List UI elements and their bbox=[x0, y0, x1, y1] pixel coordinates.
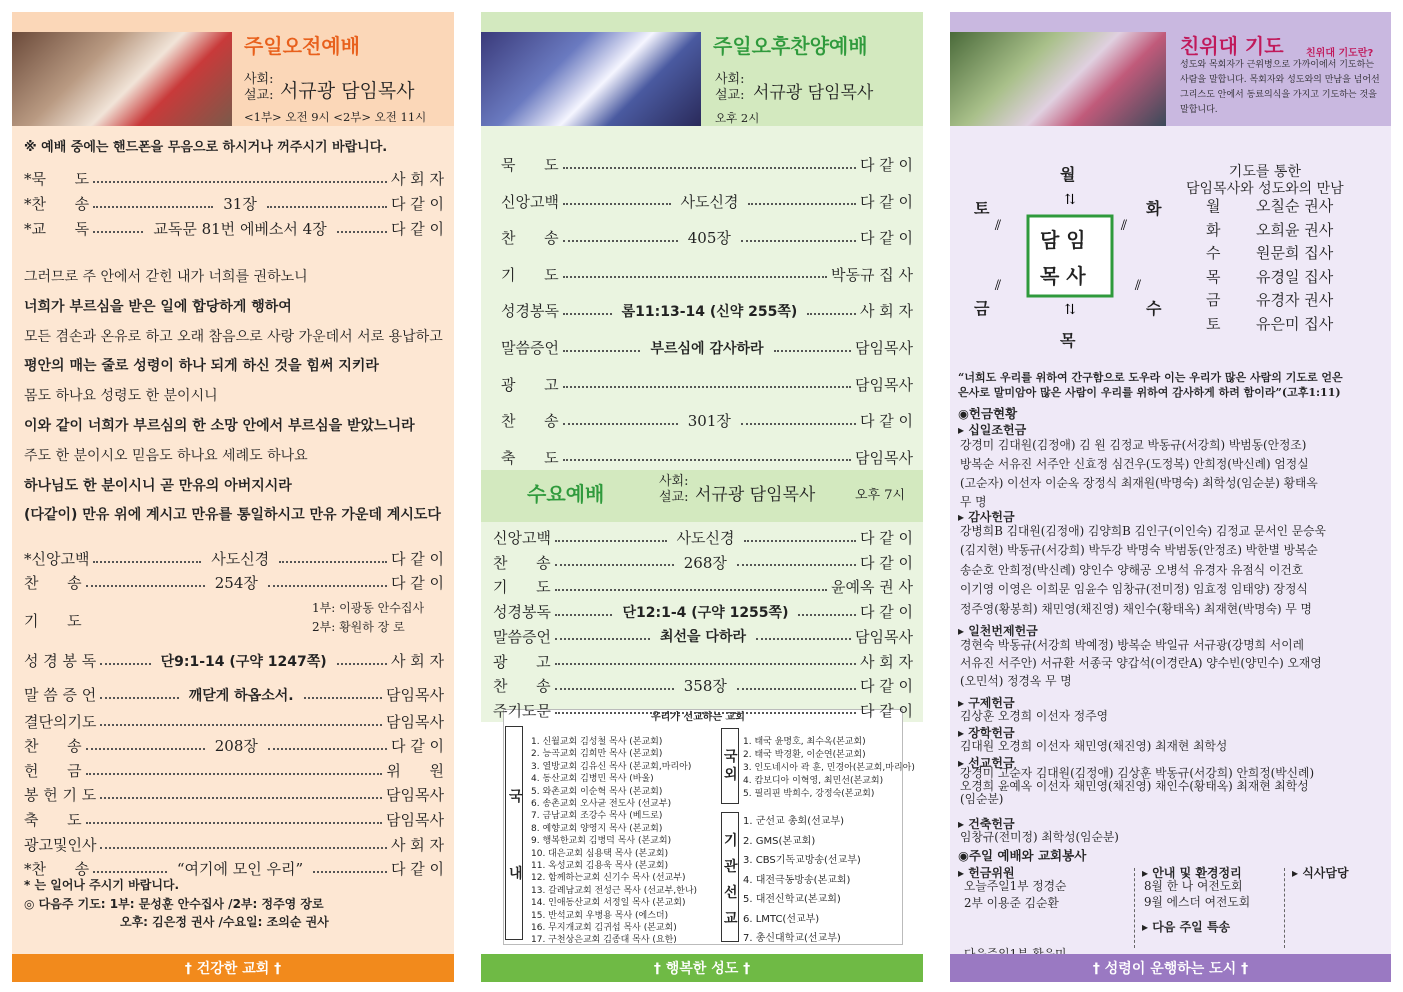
thanks-heading: ▸ 감사헌금 bbox=[958, 510, 1015, 524]
arrow-thu: ⇅ bbox=[1064, 302, 1076, 318]
order-detail: 301장 bbox=[687, 412, 731, 431]
order-label: 성경봉독 bbox=[501, 302, 559, 321]
stand-note: * 는 일어나 주시기 바랍니다. bbox=[24, 878, 180, 892]
order-leader: 다 같 이 bbox=[860, 192, 914, 211]
domestic-church: 6. 송촌교회 오사균 전도사 (선교부) bbox=[531, 799, 672, 809]
leader-dots bbox=[86, 585, 205, 587]
order-item bbox=[24, 858, 444, 879]
order-item bbox=[501, 227, 913, 248]
prayer-photo bbox=[950, 32, 1166, 126]
leader-dots bbox=[267, 206, 387, 208]
order-item bbox=[24, 218, 444, 239]
roster-day: 월 bbox=[1206, 197, 1221, 215]
order-label: 광 고 bbox=[493, 652, 551, 671]
order-detail: 단9:1-14 (구약 1247쪽) bbox=[160, 653, 327, 670]
ilcheon-heading: ▸ 일천번제헌금 bbox=[958, 624, 1038, 638]
domestic-church: 10. 대은교회 심용택 목사 (본교회) bbox=[531, 848, 669, 859]
day-wed: 수 bbox=[1146, 299, 1162, 318]
arrow-mon: ⇅ bbox=[1064, 192, 1076, 208]
service-time: 오후 2시 bbox=[715, 111, 760, 125]
leader-dots bbox=[744, 540, 856, 542]
order-leader: 다 같 이 bbox=[860, 412, 914, 431]
order-item bbox=[493, 700, 913, 721]
institution-mission: 5. 대전신학교(본교회) bbox=[743, 894, 841, 905]
phone-notice: ※ 예배 중에는 핸드폰을 무음으로 하시거나 꺼주시기 바랍니다. bbox=[24, 140, 388, 155]
next-prayer-line2: 오후: 김은정 권사 /수요일: 조의순 권사 bbox=[120, 915, 329, 929]
order-leader: 박동규 집 사 bbox=[831, 265, 913, 284]
roster-name: 유경일 집사 bbox=[1256, 267, 1334, 286]
service-times: <1부> 오전 9시 <2부> 오전 11시 bbox=[244, 110, 427, 124]
roster-day: 화 bbox=[1206, 220, 1221, 239]
order-label: *신앙고백 bbox=[24, 550, 90, 568]
domestic-church: 17. 구천상은교회 김종대 목사 (요한) bbox=[531, 935, 677, 946]
foreign-mission: 3. 인도네시아 곽 훈, 민경아(본교회,마리아) bbox=[743, 763, 915, 773]
order-leader: 위 원 bbox=[386, 762, 444, 780]
footer-slogan: † 건강한 교회 † bbox=[12, 954, 454, 982]
order-leader: 담임목사 bbox=[855, 627, 913, 646]
order-item bbox=[24, 834, 444, 855]
order-leader: 담임목사 bbox=[855, 339, 914, 357]
leader-dots bbox=[279, 561, 387, 563]
roster-day: 금 bbox=[1206, 291, 1221, 310]
leader-dots bbox=[268, 585, 387, 587]
arrow-tue: ⫽ bbox=[1120, 218, 1128, 234]
page-title: 친위대 기도 bbox=[1180, 34, 1284, 58]
leader-dots bbox=[563, 240, 678, 242]
order-item bbox=[501, 337, 913, 358]
order-detail: 사도신경 bbox=[676, 529, 735, 547]
order-label: 묵 도 bbox=[501, 156, 559, 174]
preacher-name: 서규광 담임목사 bbox=[280, 80, 415, 102]
leader-dots bbox=[86, 773, 383, 775]
ushers-names: 오늘주일1부 정경순 2부 이용준 김순환 bbox=[964, 879, 1067, 910]
leader-dots bbox=[807, 313, 856, 315]
leader-dots bbox=[741, 240, 856, 242]
leader-dots bbox=[798, 614, 856, 616]
leader-dots bbox=[555, 614, 613, 616]
domestic-church: 9. 행복한교회 김병덕 목사 (본교회) bbox=[531, 836, 672, 847]
guide-names: 8월 한 나 여전도회 9월 에스더 여전도회 bbox=[1144, 879, 1251, 909]
leader-dots bbox=[100, 797, 382, 799]
order-label: 봉 헌 기 도 bbox=[24, 786, 97, 804]
foreign-mission: 5. 필리핀 박희수, 강정숙(본교회) bbox=[743, 789, 875, 799]
roles-label: 사회: 설교: bbox=[715, 72, 745, 103]
meet-title: 기도를 통한 담임목사와 성도와의 만남 bbox=[1186, 164, 1344, 197]
scholarship-names: 김대원 오경희 이선자 채민영(채진영) 최재현 최학성 bbox=[960, 739, 1228, 753]
mission-names: 강경미 고순자 김대원(김정애) 김상훈 박동규(서강희) 안희정(박신례) 오경희 윤예옥 이선자 채민영(채진영) 채인수(황태옥) 최재현 최학성 (임순분) bbox=[960, 766, 1315, 806]
order-item bbox=[493, 601, 913, 622]
order-item bbox=[501, 264, 913, 285]
order-label: 헌 금 bbox=[24, 762, 82, 780]
order-item bbox=[24, 760, 444, 781]
divider-2 bbox=[1284, 868, 1285, 948]
order-detail: 사도신경 bbox=[680, 192, 739, 211]
leader-dots bbox=[100, 724, 382, 726]
reading-line: (다같이) 만유 위에 계시고 만유를 통일하시고 만유 가운데 계시도다 bbox=[24, 507, 441, 524]
choir-photo bbox=[12, 32, 232, 126]
prayer-first: 1부: 이광동 안수집사 bbox=[312, 601, 425, 615]
order-leader: 다 같 이 bbox=[860, 553, 914, 572]
order-label: 기 도 bbox=[24, 612, 82, 630]
leader-dots bbox=[86, 748, 205, 750]
order-item bbox=[24, 650, 444, 671]
leader-dots bbox=[313, 871, 387, 873]
roles-label: 사회: 설교: bbox=[244, 72, 274, 103]
order-leader: 다 같 이 bbox=[391, 860, 445, 878]
domestic-church: 13. 갈례남교회 전성근 목사 (선교부,한나) bbox=[531, 885, 698, 896]
ushers-heading: ▸ 헌금위원 bbox=[958, 866, 1015, 880]
order-item bbox=[24, 735, 444, 756]
day-thu: 목 bbox=[1060, 331, 1076, 350]
order-leader: 사 회 자 bbox=[859, 652, 913, 671]
mission-title: 우리가 선교하는 교회 bbox=[651, 712, 745, 723]
order-leader: 담임목사 bbox=[386, 686, 445, 704]
order-label: 찬 송 bbox=[24, 574, 82, 592]
wednesday-roles: 사회: 설교: bbox=[659, 474, 689, 505]
leader-dots bbox=[756, 638, 851, 640]
offering-heading: ◉헌금현황 bbox=[958, 406, 1018, 421]
leader-dots bbox=[748, 203, 856, 205]
leader-dots bbox=[555, 564, 674, 566]
building-names: 임창규(전미정) 최학성(임순분) bbox=[960, 830, 1119, 844]
order-label: 기 도 bbox=[493, 578, 551, 597]
institution-mission: 4. 대전극동방송(본교회) bbox=[743, 874, 851, 886]
order-detail: 31장 bbox=[223, 195, 257, 213]
domestic-church: 12. 함께하는교회 신기수 목사 (선교부) bbox=[531, 873, 686, 884]
order-leader: 담임목사 bbox=[386, 786, 444, 804]
order-label: 신앙고백 bbox=[501, 192, 559, 211]
domestic-church: 3. 열방교회 김유신 목사 (본교회,마리아) bbox=[531, 761, 692, 772]
leader-dots bbox=[93, 181, 387, 183]
footer-slogan: † 성령이 운행하는 도시 † bbox=[950, 954, 1391, 982]
order-label: 광 고 bbox=[501, 375, 559, 394]
institution-mission: 1. 군선교 총회(선교부) bbox=[743, 816, 844, 827]
order-leader: 윤예옥 권 사 bbox=[831, 578, 913, 597]
order-item bbox=[24, 610, 444, 631]
order-item bbox=[24, 684, 444, 705]
leader-dots bbox=[737, 564, 856, 566]
order-item bbox=[501, 154, 913, 175]
order-label: 주기도문 bbox=[493, 701, 551, 720]
leader-dots bbox=[563, 167, 856, 169]
domestic-church: 7. 금남교회 조강수 목사 (베드로) bbox=[531, 811, 663, 822]
foreign-mission: 2. 태국 박경환, 이순연(본교회) bbox=[743, 750, 866, 760]
order-item bbox=[24, 168, 444, 189]
foreign-label: 국 외 bbox=[724, 749, 738, 783]
order-detail: 깨닫게 하옵소서. bbox=[188, 687, 294, 704]
leader-dots bbox=[93, 871, 167, 873]
leader-dots bbox=[100, 663, 150, 665]
leader-dots bbox=[93, 561, 201, 563]
order-item bbox=[24, 711, 444, 732]
order-item bbox=[493, 552, 913, 573]
day-fri: 금 bbox=[974, 299, 990, 318]
domestic-church: 5. 와촌교회 이순혁 목사 (본교회) bbox=[531, 786, 663, 797]
divider-1 bbox=[1134, 868, 1135, 948]
leader-dots bbox=[563, 203, 671, 205]
order-label: 축 도 bbox=[501, 448, 559, 467]
foreign-mission: 4. 캄보디아 이혁영, 최민선(본교회) bbox=[743, 776, 884, 786]
leader-dots bbox=[93, 206, 213, 208]
roster-name: 원문희 집사 bbox=[1256, 244, 1334, 263]
order-item bbox=[501, 300, 913, 321]
domestic-church: 1. 신월교회 김성철 목사 (본교회) bbox=[531, 737, 663, 747]
domestic-church: 16. 무지개교회 김귀섭 목사 (본교회) bbox=[531, 923, 677, 933]
order-leader: 사 회 자 bbox=[390, 836, 444, 854]
relief-names: 김상훈 오경희 이선자 정주영 bbox=[960, 709, 1108, 723]
arrow-sat: ⫽ bbox=[994, 218, 1002, 234]
order-leader: 사 회 자 bbox=[390, 170, 444, 188]
leader-dots bbox=[563, 313, 612, 315]
leader-dots bbox=[555, 712, 856, 714]
order-label: 찬 송 bbox=[24, 737, 82, 755]
order-detail: 208장 bbox=[214, 737, 258, 755]
order-label: 말 씀 증 언 bbox=[24, 686, 97, 704]
leader-dots bbox=[563, 459, 851, 461]
leader-dots bbox=[563, 423, 678, 425]
order-label: 기 도 bbox=[501, 265, 559, 284]
prayer-header bbox=[950, 12, 1391, 126]
leader-dots bbox=[555, 688, 674, 690]
leader-dots bbox=[337, 231, 387, 233]
leader-dots bbox=[555, 663, 856, 665]
order-leader: 다 같 이 bbox=[859, 701, 913, 720]
day-sat: 토 bbox=[974, 199, 990, 218]
order-label: 찬 송 bbox=[493, 553, 551, 572]
prayer-description: 성도와 목회자가 근위병으로 가까이에서 기도하는 사람을 말합니다. 목회자와 성도와의 만남을 넘어선 그리스도 안에서 동료의식을 가지고 기도하는 것을 말합니다. bbox=[1180, 60, 1380, 115]
order-detail: 405장 bbox=[687, 229, 731, 248]
order-detail: 254장 bbox=[214, 574, 258, 592]
order-label: 말씀증언 bbox=[493, 627, 551, 646]
order-leader: 다 같 이 bbox=[860, 229, 914, 248]
order-label: *찬 송 bbox=[24, 195, 90, 213]
domestic-church: 15. 반석교회 우병용 목사 (에스더) bbox=[531, 910, 669, 921]
wednesday-preacher: 서규광 담임목사 bbox=[695, 485, 816, 505]
institution-mission: 2. GMS(본교회) bbox=[743, 835, 816, 847]
footer-slogan: † 행복한 성도 † bbox=[481, 954, 923, 982]
morning-header bbox=[12, 12, 454, 126]
order-leader: 다 같 이 bbox=[390, 220, 444, 238]
roster-day: 수 bbox=[1206, 244, 1221, 263]
order-item bbox=[493, 651, 913, 672]
service-heading: ◉주일 예배와 교회봉사 bbox=[958, 848, 1087, 863]
order-leader: 담임목사 bbox=[855, 375, 913, 394]
order-detail: 단12:1-4 (구약 1255쪽) bbox=[622, 604, 789, 621]
order-leader: 담임목사 bbox=[386, 713, 444, 731]
order-detail: 268장 bbox=[683, 553, 727, 572]
order-detail: 358장 bbox=[683, 677, 727, 696]
order-label: 찬 송 bbox=[493, 677, 551, 696]
order-item bbox=[493, 675, 913, 696]
order-detail: 부르심에 감사하라 bbox=[650, 340, 764, 357]
foreign-mission: 1. 태국 윤명호, 최수옥(본교회) bbox=[743, 737, 866, 747]
order-label: *묵 도 bbox=[24, 170, 90, 188]
order-leader: 담임목사 bbox=[386, 811, 444, 829]
reading-line: 모든 겸손과 온유로 하고 오래 참음으로 사랑 가운데서 서로 용납하고 bbox=[24, 328, 443, 345]
order-item bbox=[24, 193, 444, 214]
order-label: 말씀증언 bbox=[501, 339, 559, 357]
institution-mission: 7. 총신대학교(선교부) bbox=[743, 933, 841, 944]
afternoon-service-panel bbox=[481, 12, 923, 982]
order-leader: 담임목사 bbox=[855, 448, 913, 467]
afternoon-header bbox=[481, 12, 923, 126]
order-label: 축 도 bbox=[24, 811, 82, 829]
order-item bbox=[493, 626, 913, 647]
order-item bbox=[493, 576, 913, 597]
leader-dots bbox=[563, 350, 641, 352]
leader-dots bbox=[86, 822, 382, 824]
order-leader: 다 같 이 bbox=[390, 195, 444, 213]
page-title: 주일오후찬양예배 bbox=[713, 34, 868, 58]
ilcheon-names: 경현숙 박동규(서강희 박예정) 방복순 박일규 서규광(강명희 서이레 서유진 서주안) 서규환 서종국 양갑석(이경란A) 양수빈(양민수) 오재영 (오민석) 정경옥 무 명 bbox=[960, 638, 1322, 688]
domestic-label: 국 내 bbox=[509, 789, 523, 882]
roster-day: 토 bbox=[1206, 315, 1221, 333]
wednesday-time: 오후 7시 bbox=[855, 488, 906, 503]
order-item bbox=[24, 809, 444, 830]
order-detail: 롬11:13-14 (신약 255쪽) bbox=[621, 303, 798, 320]
order-label: 성경봉독 bbox=[493, 603, 551, 622]
order-leader: 다 같 이 bbox=[860, 677, 914, 696]
order-label: 광고및인사 bbox=[24, 836, 97, 854]
domestic-church: 11. 옥성교회 김용욱 목사 (본교회) bbox=[531, 861, 669, 871]
leader-dots bbox=[100, 697, 178, 699]
institution-label: 기 관 선 교 bbox=[724, 833, 738, 927]
tithe-heading: ▸ 십일조헌금 bbox=[958, 423, 1027, 437]
mission-heading: ▸ 선교헌금 bbox=[958, 756, 1015, 770]
leader-dots bbox=[741, 423, 856, 425]
order-item bbox=[24, 784, 444, 805]
relief-heading: ▸ 구제헌금 bbox=[958, 696, 1015, 710]
bible-verse: “너희도 우리를 위하여 간구함으로 도우라 이는 우리가 많은 사람의 기도로 얻은 은사로 말미암아 많은 사람이 우리를 위하여 감사하게 하려 함이라”(고후1:11) bbox=[958, 371, 1343, 399]
order-item bbox=[501, 410, 913, 431]
order-leader: 다 같 이 bbox=[391, 550, 445, 568]
preacher-name: 서규광 담임목사 bbox=[753, 83, 874, 103]
order-leader: 다 같 이 bbox=[391, 737, 445, 755]
order-label: 찬 송 bbox=[501, 229, 559, 248]
order-leader: 다 같 이 bbox=[391, 574, 445, 592]
roster-day: 목 bbox=[1206, 267, 1221, 286]
leader-dots bbox=[555, 540, 667, 542]
leader-dots bbox=[774, 350, 852, 352]
order-leader: 다 같 이 bbox=[860, 529, 914, 547]
building-heading: ▸ 건축헌금 bbox=[958, 817, 1015, 831]
order-leader: 다 같 이 bbox=[859, 603, 913, 622]
leader-dots bbox=[93, 231, 143, 233]
order-leader: 다 같 이 bbox=[859, 156, 913, 174]
order-label: 결단의기도 bbox=[24, 713, 97, 731]
order-detail: 교독문 81번 에베소서 4장 bbox=[153, 220, 327, 238]
prayer-second: 2부: 황원하 장 로 bbox=[312, 620, 405, 634]
order-leader: 사 회 자 bbox=[391, 652, 445, 670]
roster-name: 유경자 권사 bbox=[1256, 291, 1334, 310]
order-detail: 사도신경 bbox=[211, 550, 270, 568]
order-item bbox=[24, 572, 444, 593]
reading-line: 주도 한 분이시오 믿음도 하나요 세례도 하나요 bbox=[24, 447, 308, 464]
reading-line: 몸도 하나요 성령도 한 분이시니 bbox=[24, 388, 218, 405]
reading-line: 너희가 부르심을 받은 일에 합당하게 행하여 bbox=[24, 298, 292, 315]
order-item bbox=[501, 447, 913, 468]
tithe-names: 강경미 김대원(김정애) 김 원 김정교 박동규(서강희) 박범동(안정조) 방복순 서유진 서주안 신효정 심건우(도정복) 안희정(박신례) 엄정실 (고순자) 이선자 이순옥 장정식 최재원(박명숙) 최학성(임순분) 황태옥 무 명 bbox=[960, 438, 1318, 509]
leader-dots bbox=[337, 663, 387, 665]
order-item bbox=[493, 527, 913, 548]
order-detail: 최선을 다하라 bbox=[659, 629, 747, 646]
leader-dots bbox=[100, 847, 387, 849]
leader-dots bbox=[737, 688, 856, 690]
reading-line: 그러므로 주 안에서 갇힌 내가 너희를 권하노니 bbox=[24, 269, 308, 285]
page-title: 주일오전예배 bbox=[244, 34, 360, 58]
reading-line: 하나님도 한 분이시니 곧 만유의 아버지시라 bbox=[24, 477, 292, 494]
prayer-panel bbox=[950, 12, 1391, 982]
scholarship-heading: ▸ 장학헌금 bbox=[958, 726, 1015, 740]
morning-service-panel bbox=[12, 12, 454, 982]
domestic-church: 2. 능곡교회 김희만 목사 (본교회) bbox=[531, 749, 663, 760]
order-label: 찬 송 bbox=[501, 412, 559, 431]
leader-dots bbox=[268, 748, 387, 750]
prayer-question: 친위대 기도란? bbox=[1306, 48, 1374, 59]
leader-dots bbox=[555, 589, 827, 591]
day-tue: 화 bbox=[1146, 199, 1162, 218]
wednesday-title: 수요예배 bbox=[527, 482, 605, 506]
meal-heading: ▸ 식사담당 bbox=[1292, 866, 1349, 880]
order-item bbox=[501, 191, 913, 212]
thanks-names: 강병희B 김대원(김정애) 김양희B 김인구(이인숙) 김정교 문서인 문승욱 (김지현) 박동규(서강희) 박두강 박명숙 박범동(안정조) 박한별 방복순 송순호 안희정(박신례) 양인수 양해공 오병석 유경자 유점식 이건호 이기영 이영은 이희문 임윤수 임창규(전미정) 임효정 임태양) 장정식 정주영(황봉희) 채민영(채진영) 채인수(황태옥) 최재현(박명숙) 무 명 bbox=[960, 524, 1326, 616]
domestic-church: 4. 동산교회 김병민 목사 (바울) bbox=[531, 774, 654, 785]
order-item bbox=[501, 374, 913, 395]
leader-dots bbox=[304, 697, 382, 699]
reading-line: 평안의 매는 줄로 성령이 하나 되게 하신 것을 힘써 지키라 bbox=[24, 358, 379, 375]
roster-name: 오희윤 권사 bbox=[1256, 220, 1334, 239]
domestic-church: 8. 예향교회 양영지 목사 (본교회) bbox=[531, 823, 663, 834]
roster-name: 유은미 집사 bbox=[1256, 315, 1334, 333]
next-prayer-line1: ◎ 다음주 기도: 1부: 문성훈 안수집사 /2부: 정주영 장로 bbox=[24, 897, 324, 911]
reading-line: 이와 같이 너희가 부르심의 한 소망 안에서 부르심을 받았느니라 bbox=[24, 418, 415, 434]
order-label: *찬 송 bbox=[24, 860, 90, 878]
next-song-heading: ▸ 다음 주일 특송 bbox=[1142, 920, 1231, 934]
arrow-fri: ⫽ bbox=[994, 278, 1002, 294]
order-leader: 사 회 자 bbox=[859, 302, 913, 321]
order-label: *교 독 bbox=[24, 220, 90, 238]
leader-dots bbox=[555, 638, 650, 640]
order-detail: “여기에 모인 우리” bbox=[176, 860, 304, 878]
order-label: 성 경 봉 독 bbox=[24, 652, 97, 670]
guide-heading: ▸ 안내 및 환경정리 bbox=[1142, 866, 1242, 880]
institution-mission: 3. CBS기독교방송(선교부) bbox=[743, 855, 861, 866]
domestic-church: 14. 인애동산교회 서정일 목사 (본교회) bbox=[531, 898, 686, 909]
arrow-wed: ⫽ bbox=[1134, 278, 1142, 294]
day-mon: 월 bbox=[1060, 165, 1076, 184]
leader-dots bbox=[563, 386, 851, 388]
leader-dots bbox=[563, 276, 827, 278]
institution-mission: 6. LMTC(선교부) bbox=[743, 913, 820, 925]
center-label: 담 임 목 사 bbox=[1040, 228, 1086, 288]
order-label: 신앙고백 bbox=[493, 529, 551, 547]
order-item bbox=[24, 548, 444, 569]
roster-name: 오칠순 권사 bbox=[1256, 197, 1334, 215]
choir-photo bbox=[481, 32, 701, 126]
